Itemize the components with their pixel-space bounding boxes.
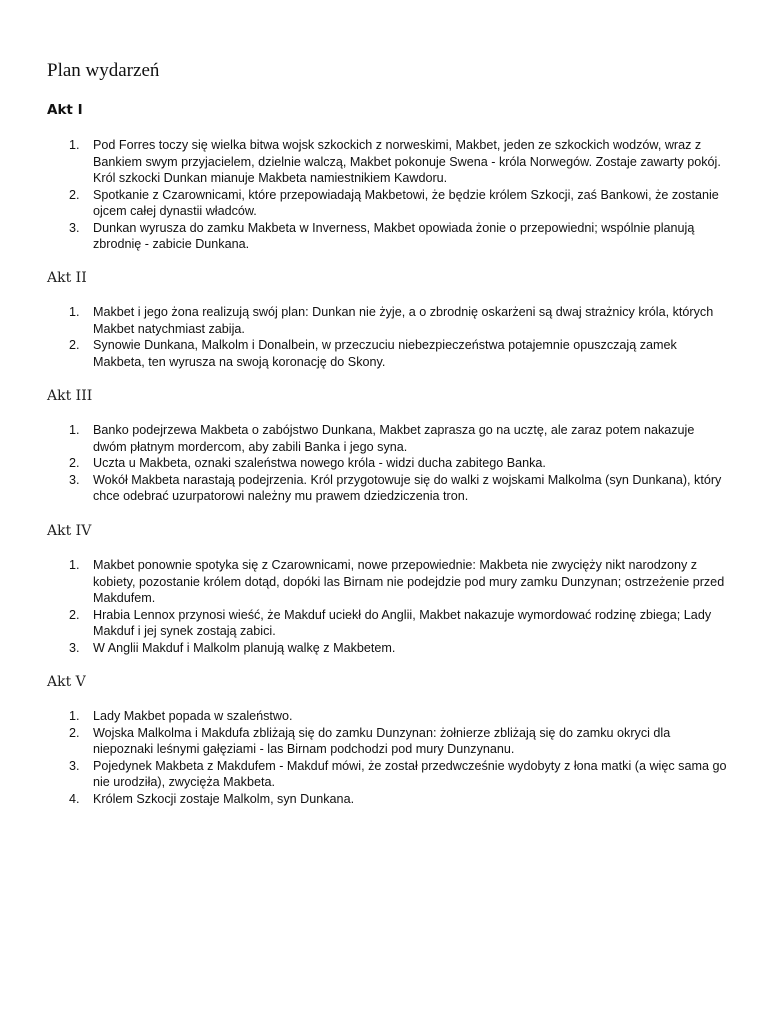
list-item xyxy=(0,187,768,220)
act-1-event-list xyxy=(0,137,768,253)
item-number: 3. xyxy=(69,472,80,487)
item-number: 1. xyxy=(69,423,80,437)
act-2-heading: Akt II xyxy=(47,270,87,286)
act-4-heading: Akt IV xyxy=(47,523,92,539)
item-text: Hrabia Lennox przynosi wieść, że Makduf uciekł do Anglii, Makbet nakazuje wymordować rodzinę zbiega; Lady Makduf i jej synek zostają zabici. xyxy=(93,607,712,638)
item-text: Lady Makbet popada w szaleństwo. xyxy=(93,709,293,723)
item-number: 3. xyxy=(69,758,80,773)
item-text: Wokół Makbeta narastają podejrzenia. Król przygotowuje się do walki z wojskami Malkolma (syn Dunkana), który chce odebrać uzurpatorowi należny mu prawem dziedziczenia tron. xyxy=(93,472,722,503)
item-text: Spotkanie z Czarownicami, które przepowiadają Makbetowi, że będzie królem Szkocji, zaś Bankowi, że zostanie ojcem całej dynastii władców. xyxy=(93,187,719,218)
act-5-heading: Akt V xyxy=(47,674,86,690)
item-number: 1. xyxy=(69,709,80,723)
item-number: 2. xyxy=(69,338,80,352)
list-item xyxy=(0,137,768,187)
item-text: Dunkan wyrusza do zamku Makbeta w Inverness, Makbet opowiada żonie o przepowiedni; wspólnie planują zbrodnię - zabicie Dunkana. xyxy=(93,220,695,251)
list-item xyxy=(0,640,768,657)
item-text: Pojedynek Makbeta z Makdufem - Makduf mówi, że został przedwcześnie wydobyty z łona matki (a więc sama go nie urodziła), zwycięża Makbeta. xyxy=(93,758,727,789)
item-number: 2. xyxy=(69,607,80,622)
item-text: Królem Szkocji zostaje Malkolm, syn Dunkana. xyxy=(93,791,355,806)
item-number: 1. xyxy=(69,558,80,572)
act-2-event-list xyxy=(0,304,768,370)
list-item xyxy=(0,304,768,337)
act-4-event-list xyxy=(0,557,768,656)
list-item xyxy=(0,607,768,640)
item-number: 2. xyxy=(69,187,80,202)
list-item xyxy=(0,422,768,455)
item-text: Makbet i jego żona realizują swój plan: Dunkan nie żyje, a o zbrodnię oskarżeni są dwaj strażnicy króla, których Makbet natychmiast zabija. xyxy=(93,305,714,336)
list-item xyxy=(0,220,768,253)
item-number: 1. xyxy=(69,305,80,319)
item-text: Banko podejrzewa Makbeta o zabójstwo Dunkana, Makbet zaprasza go na ucztę, ale zaraz potem nakazuje dwóm płatnym mordercom, aby zabili Banka i jego syna. xyxy=(93,423,695,454)
page-title: Plan wydarzeń xyxy=(47,60,160,81)
list-item xyxy=(0,455,768,472)
list-item xyxy=(0,337,768,370)
item-text: W Anglii Makduf i Malkolm planują walkę z Makbetem. xyxy=(93,640,396,655)
item-number: 4. xyxy=(69,791,80,806)
item-number: 2. xyxy=(69,456,80,470)
item-text: Uczta u Makbeta, oznaki szaleństwa nowego króla - widzi ducha zabitego Banka. xyxy=(93,456,546,470)
list-item xyxy=(0,791,768,808)
list-item xyxy=(0,557,768,607)
item-number: 2. xyxy=(69,725,80,740)
list-item xyxy=(0,708,768,725)
list-item xyxy=(0,472,768,505)
item-number: 3. xyxy=(69,220,80,235)
list-item xyxy=(0,758,768,791)
act-1-heading: Akt I xyxy=(47,102,83,118)
item-text: Pod Forres toczy się wielka bitwa wojsk szkockich z norweskimi, Makbet, jeden ze szkockich wodzów, wraz z Bankiem swym przyjacielem, dzielnie walczą, Makbet pokonuje Swena - króla Norwegów. Zostaje zawarty pokój. Król szkocki Dunkan mianuje Makbeta namiestnikiem Kawdoru. xyxy=(93,138,721,185)
item-text: Wojska Malkolma i Makdufa zbliżają się do zamku Dunzynan: żołnierze zbliżają się do zamku okryci dla niepoznaki leśnymi gałęziami - las Birnam podchodzi pod mury Dunzynanu. xyxy=(93,725,671,756)
act-3-event-list xyxy=(0,422,768,505)
item-number: 1. xyxy=(69,138,80,152)
list-item xyxy=(0,725,768,758)
act-3-heading: Akt III xyxy=(47,388,93,404)
act-5-event-list xyxy=(0,708,768,807)
item-text: Makbet ponownie spotyka się z Czarownicami, nowe przepowiednie: Makbeta nie zwycięży nikt narodzony z kobiety, pozostanie królem dotąd, dopóki las Birnam nie podejdzie pod mury zamku Dunzynan; ostrzeżenie przed Makdufem. xyxy=(93,558,725,605)
item-number: 3. xyxy=(69,640,80,655)
item-text: Synowie Dunkana, Malkolm i Donalbein, w przeczuciu niebezpieczeństwa potajemnie opuszczają zamek Makbeta, ten wyrusza na swoją koronację do Skony. xyxy=(93,338,677,369)
